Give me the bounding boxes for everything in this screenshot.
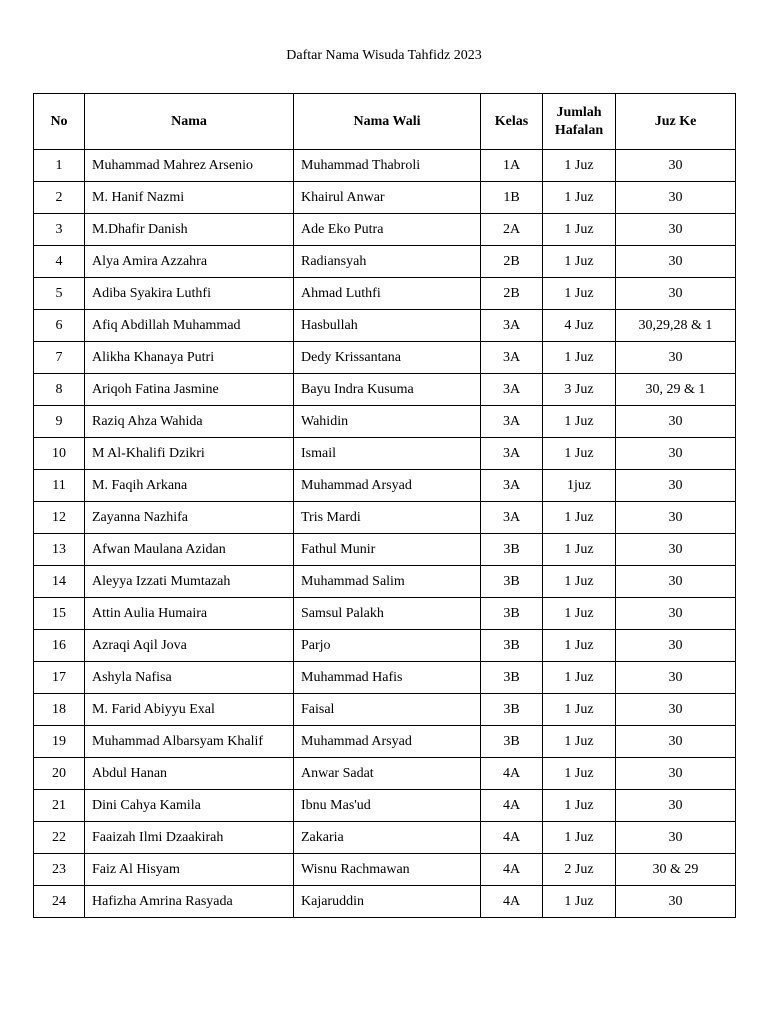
cell-no: 8 bbox=[34, 374, 85, 406]
cell-nama: M.Dhafir Danish bbox=[85, 214, 294, 246]
cell-jumlah-hafalan: 1 Juz bbox=[543, 246, 616, 278]
cell-nama-wali: Muhammad Arsyad bbox=[294, 726, 481, 758]
cell-juz-ke: 30 bbox=[616, 790, 736, 822]
cell-no: 12 bbox=[34, 502, 85, 534]
table-row bbox=[34, 502, 736, 534]
cell-jumlah-hafalan: 1 Juz bbox=[543, 406, 616, 438]
cell-kelas: 2B bbox=[481, 278, 543, 310]
cell-nama-wali: Muhammad Salim bbox=[294, 566, 481, 598]
cell-juz-ke: 30 bbox=[616, 150, 736, 182]
cell-nama-wali: Muhammad Thabroli bbox=[294, 150, 481, 182]
cell-nama-wali: Kajaruddin bbox=[294, 886, 481, 918]
cell-juz-ke: 30, 29 & 1 bbox=[616, 374, 736, 406]
header-nama: Nama bbox=[85, 94, 294, 150]
cell-jumlah-hafalan: 1 Juz bbox=[543, 726, 616, 758]
cell-juz-ke: 30,29,28 & 1 bbox=[616, 310, 736, 342]
cell-juz-ke: 30 bbox=[616, 598, 736, 630]
table-row bbox=[34, 758, 736, 790]
cell-kelas: 4A bbox=[481, 854, 543, 886]
cell-no: 3 bbox=[34, 214, 85, 246]
cell-nama-wali: Parjo bbox=[294, 630, 481, 662]
cell-jumlah-hafalan: 1 Juz bbox=[543, 182, 616, 214]
cell-no: 6 bbox=[34, 310, 85, 342]
cell-kelas: 3A bbox=[481, 502, 543, 534]
table-row bbox=[34, 662, 736, 694]
cell-nama: Ashyla Nafisa bbox=[85, 662, 294, 694]
cell-nama: Attin Aulia Humaira bbox=[85, 598, 294, 630]
cell-kelas: 4A bbox=[481, 886, 543, 918]
header-kelas: Kelas bbox=[481, 94, 543, 150]
document-title: Daftar Nama Wisuda Tahfidz 2023 bbox=[286, 48, 482, 63]
table-row bbox=[34, 310, 736, 342]
cell-nama: Dini Cahya Kamila bbox=[85, 790, 294, 822]
cell-nama: Faaizah Ilmi Dzaakirah bbox=[85, 822, 294, 854]
cell-jumlah-hafalan: 1 Juz bbox=[543, 598, 616, 630]
cell-juz-ke: 30 bbox=[616, 886, 736, 918]
cell-nama: Faiz Al Hisyam bbox=[85, 854, 294, 886]
cell-nama: Adiba Syakira Luthfi bbox=[85, 278, 294, 310]
cell-nama-wali: Ismail bbox=[294, 438, 481, 470]
cell-kelas: 3B bbox=[481, 598, 543, 630]
cell-juz-ke: 30 bbox=[616, 694, 736, 726]
cell-nama-wali: Khairul Anwar bbox=[294, 182, 481, 214]
cell-kelas: 3A bbox=[481, 438, 543, 470]
cell-no: 9 bbox=[34, 406, 85, 438]
cell-nama: M. Faqih Arkana bbox=[85, 470, 294, 502]
table-row bbox=[34, 694, 736, 726]
cell-kelas: 2B bbox=[481, 246, 543, 278]
cell-nama: Muhammad Mahrez Arsenio bbox=[85, 150, 294, 182]
cell-no: 18 bbox=[34, 694, 85, 726]
cell-nama-wali: Anwar Sadat bbox=[294, 758, 481, 790]
header-nama-wali: Nama Wali bbox=[294, 94, 481, 150]
table-row bbox=[34, 406, 736, 438]
cell-jumlah-hafalan: 1 Juz bbox=[543, 630, 616, 662]
table-row bbox=[34, 534, 736, 566]
cell-juz-ke: 30 bbox=[616, 630, 736, 662]
cell-jumlah-hafalan: 2 Juz bbox=[543, 854, 616, 886]
header-jumlah-line2: Hafalan bbox=[554, 122, 604, 138]
cell-no: 24 bbox=[34, 886, 85, 918]
cell-juz-ke: 30 bbox=[616, 406, 736, 438]
table-row bbox=[34, 150, 736, 182]
cell-kelas: 3B bbox=[481, 726, 543, 758]
cell-no: 13 bbox=[34, 534, 85, 566]
table-row bbox=[34, 598, 736, 630]
header-row bbox=[34, 94, 736, 150]
table-row bbox=[34, 182, 736, 214]
table-row bbox=[34, 790, 736, 822]
cell-no: 2 bbox=[34, 182, 85, 214]
cell-kelas: 2A bbox=[481, 214, 543, 246]
cell-juz-ke: 30 bbox=[616, 566, 736, 598]
cell-kelas: 3A bbox=[481, 310, 543, 342]
cell-no: 5 bbox=[34, 278, 85, 310]
cell-juz-ke: 30 bbox=[616, 342, 736, 374]
cell-jumlah-hafalan: 1 Juz bbox=[543, 438, 616, 470]
cell-jumlah-hafalan: 1 Juz bbox=[543, 566, 616, 598]
cell-jumlah-hafalan: 1 Juz bbox=[543, 534, 616, 566]
graduation-roster-table bbox=[33, 93, 736, 918]
cell-kelas: 4A bbox=[481, 790, 543, 822]
cell-jumlah-hafalan: 4 Juz bbox=[543, 310, 616, 342]
table-row bbox=[34, 214, 736, 246]
cell-no: 14 bbox=[34, 566, 85, 598]
cell-no: 1 bbox=[34, 150, 85, 182]
cell-no: 21 bbox=[34, 790, 85, 822]
cell-jumlah-hafalan: 1 Juz bbox=[543, 662, 616, 694]
cell-kelas: 3B bbox=[481, 534, 543, 566]
cell-jumlah-hafalan: 1 Juz bbox=[543, 342, 616, 374]
cell-nama-wali: Samsul Palakh bbox=[294, 598, 481, 630]
cell-juz-ke: 30 bbox=[616, 758, 736, 790]
cell-nama-wali: Muhammad Arsyad bbox=[294, 470, 481, 502]
header-juz-ke: Juz Ke bbox=[616, 94, 736, 150]
cell-nama: Azraqi Aqil Jova bbox=[85, 630, 294, 662]
cell-nama: M. Farid Abiyyu Exal bbox=[85, 694, 294, 726]
cell-no: 19 bbox=[34, 726, 85, 758]
cell-jumlah-hafalan: 3 Juz bbox=[543, 374, 616, 406]
cell-nama: Aleyya Izzati Mumtazah bbox=[85, 566, 294, 598]
cell-kelas: 3B bbox=[481, 630, 543, 662]
cell-nama-wali: Dedy Krissantana bbox=[294, 342, 481, 374]
cell-no: 4 bbox=[34, 246, 85, 278]
cell-juz-ke: 30 bbox=[616, 662, 736, 694]
cell-jumlah-hafalan: 1 Juz bbox=[543, 502, 616, 534]
table-row bbox=[34, 630, 736, 662]
table-body bbox=[34, 150, 736, 918]
table-row bbox=[34, 854, 736, 886]
header-jumlah-hafalan bbox=[543, 94, 616, 150]
cell-juz-ke: 30 bbox=[616, 246, 736, 278]
table-row bbox=[34, 886, 736, 918]
table-row bbox=[34, 278, 736, 310]
cell-jumlah-hafalan: 1 Juz bbox=[543, 694, 616, 726]
cell-jumlah-hafalan: 1 Juz bbox=[543, 278, 616, 310]
table-row bbox=[34, 566, 736, 598]
table-row bbox=[34, 246, 736, 278]
table-header bbox=[34, 94, 736, 150]
cell-kelas: 1A bbox=[481, 150, 543, 182]
table-row bbox=[34, 726, 736, 758]
cell-no: 20 bbox=[34, 758, 85, 790]
cell-juz-ke: 30 bbox=[616, 438, 736, 470]
cell-nama-wali: Fathul Munir bbox=[294, 534, 481, 566]
cell-jumlah-hafalan: 1juz bbox=[543, 470, 616, 502]
cell-juz-ke: 30 bbox=[616, 502, 736, 534]
cell-nama-wali: Ahmad Luthfi bbox=[294, 278, 481, 310]
cell-no: 22 bbox=[34, 822, 85, 854]
cell-kelas: 3A bbox=[481, 342, 543, 374]
cell-juz-ke: 30 bbox=[616, 278, 736, 310]
cell-juz-ke: 30 bbox=[616, 214, 736, 246]
cell-nama: Alikha Khanaya Putri bbox=[85, 342, 294, 374]
cell-no: 11 bbox=[34, 470, 85, 502]
cell-jumlah-hafalan: 1 Juz bbox=[543, 822, 616, 854]
cell-nama-wali: Bayu Indra Kusuma bbox=[294, 374, 481, 406]
cell-nama: M. Hanif Nazmi bbox=[85, 182, 294, 214]
cell-no: 10 bbox=[34, 438, 85, 470]
cell-nama: Zayanna Nazhifa bbox=[85, 502, 294, 534]
cell-nama: Raziq Ahza Wahida bbox=[85, 406, 294, 438]
cell-nama-wali: Radiansyah bbox=[294, 246, 481, 278]
cell-kelas: 3A bbox=[481, 374, 543, 406]
cell-kelas: 3A bbox=[481, 406, 543, 438]
table-row bbox=[34, 374, 736, 406]
cell-nama-wali: Wahidin bbox=[294, 406, 481, 438]
cell-kelas: 3B bbox=[481, 662, 543, 694]
cell-no: 16 bbox=[34, 630, 85, 662]
table-row bbox=[34, 470, 736, 502]
table-row bbox=[34, 438, 736, 470]
cell-kelas: 1B bbox=[481, 182, 543, 214]
cell-nama: Alya Amira Azzahra bbox=[85, 246, 294, 278]
cell-juz-ke: 30 & 29 bbox=[616, 854, 736, 886]
header-jumlah-line1: Jumlah bbox=[556, 104, 602, 120]
cell-nama: Hafizha Amrina Rasyada bbox=[85, 886, 294, 918]
cell-jumlah-hafalan: 1 Juz bbox=[543, 214, 616, 246]
cell-no: 15 bbox=[34, 598, 85, 630]
cell-kelas: 4A bbox=[481, 758, 543, 790]
cell-nama-wali: Zakaria bbox=[294, 822, 481, 854]
cell-nama-wali: Ibnu Mas'ud bbox=[294, 790, 481, 822]
cell-juz-ke: 30 bbox=[616, 822, 736, 854]
cell-no: 17 bbox=[34, 662, 85, 694]
cell-nama: M Al-Khalifi Dzikri bbox=[85, 438, 294, 470]
cell-nama: Afiq Abdillah Muhammad bbox=[85, 310, 294, 342]
cell-nama-wali: Faisal bbox=[294, 694, 481, 726]
cell-nama: Ariqoh Fatina Jasmine bbox=[85, 374, 294, 406]
cell-juz-ke: 30 bbox=[616, 534, 736, 566]
table-row bbox=[34, 342, 736, 374]
cell-nama: Abdul Hanan bbox=[85, 758, 294, 790]
cell-nama-wali: Hasbullah bbox=[294, 310, 481, 342]
cell-nama-wali: Tris Mardi bbox=[294, 502, 481, 534]
header-no: No bbox=[34, 94, 85, 150]
cell-nama: Afwan Maulana Azidan bbox=[85, 534, 294, 566]
cell-kelas: 4A bbox=[481, 822, 543, 854]
cell-jumlah-hafalan: 1 Juz bbox=[543, 790, 616, 822]
cell-kelas: 3B bbox=[481, 566, 543, 598]
cell-juz-ke: 30 bbox=[616, 726, 736, 758]
cell-nama: Muhammad Albarsyam Khalif bbox=[85, 726, 294, 758]
cell-juz-ke: 30 bbox=[616, 182, 736, 214]
cell-no: 7 bbox=[34, 342, 85, 374]
cell-nama-wali: Ade Eko Putra bbox=[294, 214, 481, 246]
cell-jumlah-hafalan: 1 Juz bbox=[543, 886, 616, 918]
cell-jumlah-hafalan: 1 Juz bbox=[543, 150, 616, 182]
cell-nama-wali: Wisnu Rachmawan bbox=[294, 854, 481, 886]
cell-jumlah-hafalan: 1 Juz bbox=[543, 758, 616, 790]
cell-kelas: 3A bbox=[481, 470, 543, 502]
table-row bbox=[34, 822, 736, 854]
cell-no: 23 bbox=[34, 854, 85, 886]
cell-juz-ke: 30 bbox=[616, 470, 736, 502]
cell-nama-wali: Muhammad Hafis bbox=[294, 662, 481, 694]
cell-kelas: 3B bbox=[481, 694, 543, 726]
